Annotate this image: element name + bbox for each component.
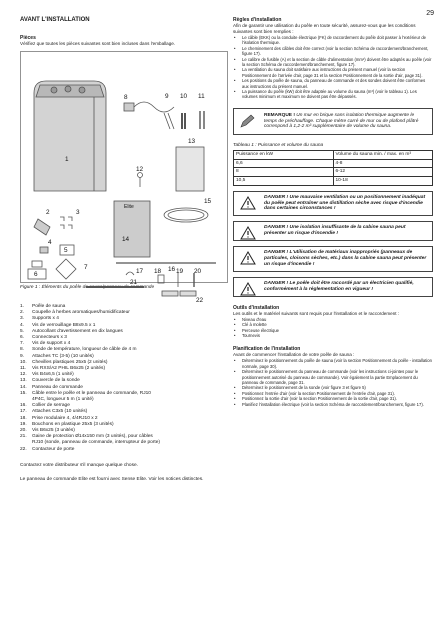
list-item: • Tournevis: [233, 333, 433, 338]
part-text: Contacteur de porte: [32, 446, 75, 452]
list-item: • Déterminez le positionnement du poêle de sauna (voir la section Positionnement du poêle - installation normale, page 30).: [233, 358, 433, 369]
part-number: 3.: [20, 316, 25, 322]
planning-intro: Avant de commencer l'installation de votre poêle de sauna :: [233, 352, 355, 358]
label-21: 21: [130, 279, 138, 286]
pencil-icon: [240, 114, 256, 128]
label-12: 12: [136, 166, 144, 173]
list-item: • Le cheminement des câbles doit être correct (voir la section Schéma de raccordement/branchement, figure 17).: [233, 46, 433, 57]
danger-text: DANGER ! L'utilisation de matériaux inappropriés (panneaux de particules, cloisons sèches, etc.) dans la cabine sauna peut présenter un risque d'incendie !: [264, 250, 427, 267]
danger-box: [233, 191, 433, 217]
part-text: Autocollant d'avertissement en dix langues: [32, 328, 123, 334]
label-19: 19: [176, 268, 184, 275]
label-9: 9: [165, 93, 169, 100]
label-15: 15: [204, 198, 212, 205]
part-text: Poêle de sauna: [32, 304, 66, 309]
table-header-volume: Volume du sauna min. / max. en m³: [333, 151, 433, 160]
part-number: 9.: [20, 353, 25, 359]
list-item: • Le calibre de fusible (A) et la section de câble d'alimentation (mm²) doivent être adaptés au poêle (voir la section Schéma de raccordement/branchement, figure 17).: [233, 57, 433, 68]
label-22: 22: [196, 297, 204, 304]
planning-list: [233, 358, 433, 407]
part-text: Supports x 4: [32, 316, 59, 322]
danger-list: [233, 191, 433, 297]
part-text: Gaine de protection Ø14x150 mm (3 unités), pour câbles: [32, 434, 153, 440]
part-number: 14.: [20, 384, 27, 390]
part-text: Collier de serrage: [32, 403, 70, 409]
section-title: AVANT L'INSTALLATION: [20, 17, 90, 23]
part-text: Chevilles plastiques 25x5 (2 unités): [32, 359, 108, 365]
table-cell: 6-12: [333, 168, 433, 177]
label-5: 5: [64, 247, 68, 254]
part-number: 10.: [20, 359, 27, 365]
part-number: 2.: [20, 310, 25, 316]
parts-heading: Pièces: [20, 35, 36, 41]
table-cell: 8: [234, 168, 334, 177]
list-item: • Les positions du poêle de sauna, du panneau de commande et des sondes doivent être conformes aux instructions du présent manuel.: [233, 78, 433, 89]
part-text: Attaches C3x5 (10 unités): [32, 409, 88, 415]
danger-text: DANGER ! Une mauvaise ventilation ou un positionnement inadéquat du poêle peut entraîner une distillation sèche avec risque d'incendie dans certaines circonstances !: [264, 194, 426, 212]
part-text: Vis RXS/A2 PHIL B6x25 (2 unités): [32, 366, 106, 372]
list-item: • La ventilation du sauna doit satisfaire aux instructions du présent manuel (voir la section Positionnement de l'arrivée d'air, page 31 et la section Positionnement de la sortie d'air, page 31).: [233, 67, 433, 78]
rules-intro: Afin de garantir une utilisation du poêle en toute sécurité, assurez-vous que les conditions suivantes sont bien remplies :: [233, 23, 416, 34]
part-text: 4P4C, longueur 5 m (1 unité): [32, 397, 94, 403]
remark-box: [233, 108, 433, 135]
list-item: • Le câble (EKK) ou la conduite électrique (FK) de raccordement du poêle doit passer à l'extérieur de l'isolation thermique.: [233, 35, 433, 46]
list-item: • Clé à molette: [233, 322, 433, 327]
danger-text: DANGER ! Une isolation insuffisante de la cabine sauna peut présenter un risque d'incendie !: [264, 225, 406, 237]
label-3: 3: [76, 209, 80, 216]
label-16: 16: [168, 266, 176, 273]
part-text: Bouchons en plastique 25x5 (3 unités): [32, 421, 114, 427]
part-text: Attaches TC (3-5) (10 unités): [32, 353, 94, 359]
table-row: [234, 168, 433, 177]
part-text: RJ10 (sonde, panneau de commande, interrupteur de porte): [32, 440, 160, 446]
part-number: 16.: [20, 403, 27, 409]
list-item: • Perceuse électrique: [233, 328, 433, 333]
part-number: 7.: [20, 341, 25, 347]
rules-list: [233, 35, 433, 100]
part-text: Prise modulaire 4, 4/4RJ10 x 2: [32, 415, 98, 421]
table-row: [234, 159, 433, 168]
warning-icon: [240, 282, 256, 296]
part-text: Panneau de commande: [32, 384, 83, 390]
list-item: • Positionnez la sortie d'air (voir la section Positionnement de la sortie d'air, page 31).: [233, 396, 433, 401]
table-cell: 10-18: [333, 177, 433, 186]
contact-note: Contactez votre distributeur s'il manque quelque chose.: [20, 462, 138, 468]
part-text: Vis B6x25 (3 unités): [32, 428, 75, 434]
part-number: 12.: [20, 372, 27, 378]
part-text: Connecteurs x 3: [32, 335, 67, 341]
label-2: 2: [46, 209, 50, 216]
remark-label: REMARQUE !: [264, 112, 295, 118]
table-cell: 6,6: [234, 159, 334, 168]
planning-heading: Planification de l'installation: [233, 346, 301, 353]
part-number: 21.: [20, 434, 27, 440]
part-number: 5.: [20, 328, 25, 334]
figure-caption: Figure 1 : Éléments du poêle de sauna/panneau de commande: [20, 285, 155, 290]
table-caption: Tableau 1 : Puissance et volume du sauna: [233, 143, 324, 149]
list-item: • Niveau d'eau: [233, 317, 433, 322]
label-18: 18: [154, 268, 162, 275]
rules-heading: Règles d'installation: [233, 17, 282, 23]
part-number: 4.: [20, 322, 25, 328]
part-number: 20.: [20, 428, 27, 434]
left-column: [20, 17, 228, 483]
table-cell: 10,5: [234, 177, 334, 186]
parts-list: [20, 304, 228, 453]
list-item: • Déterminez le positionnement du panneau de commande (voir les instructions ci-jointes pour le positionnement autorisé du panneau de commande). Voir également la partie Emplacement du panneau de commande, page 31.: [233, 369, 433, 385]
right-column: [233, 17, 433, 407]
list-item: [20, 447, 228, 453]
warning-icon: [240, 196, 256, 210]
part-number: 18.: [20, 415, 27, 421]
table-header-power: Puissance en kW: [234, 151, 334, 160]
danger-box: [233, 221, 433, 241]
part-number: 11.: [20, 366, 27, 372]
table-cell: 4-8: [333, 159, 433, 168]
label-10: 10: [180, 93, 188, 100]
label-1: 1: [65, 156, 69, 163]
list-item: • La puissance du poêle (kW) doit être adaptée au volume du sauna (m³) (voir le tableau 1). Les volumes minimum et maximum ne doivent pas être dépassés.: [233, 89, 433, 100]
elite-note: Le panneau de commande Elite est fourni avec Sense Elite. Voir les notices distinctes.: [20, 476, 204, 482]
label-14: 14: [122, 236, 130, 243]
warning-icon: [240, 226, 256, 240]
part-number: 17.: [20, 409, 27, 415]
part-number: 15.: [20, 390, 27, 396]
heater-illustration: [34, 81, 106, 191]
label-13: 13: [188, 138, 196, 145]
part-number: 6.: [20, 335, 25, 341]
part-number: 13.: [20, 378, 27, 384]
label-7: 7: [84, 264, 88, 271]
label-4: 4: [48, 239, 52, 246]
label-6: 6: [34, 271, 38, 278]
power-volume-table: [233, 150, 433, 185]
part-number: 1.: [20, 304, 25, 309]
tools-heading: Outils d'installation: [233, 304, 280, 311]
part-text: Coupelle à herbes aromatiques/humidificateur: [32, 310, 130, 316]
remark-text: Un mur en brique sans isolation thermique augmente le temps de préchauffage. Chaque mètre carré de mur ou de plafond plâtré correspond à 1,2-2 m³ supplémentaire de volume du sauna.: [264, 112, 419, 130]
list-item: • Déterminez le positionnement de la sonde (voir figure 3 et figure 5): [233, 385, 433, 390]
label-11: 11: [198, 93, 205, 100]
part-number: 19.: [20, 421, 27, 427]
part-number: 8.: [20, 347, 25, 353]
list-item: • Positionnez l'entrée d'air (voir la section Positionnement de l'entrée d'air, page 31).: [233, 391, 433, 396]
part-text: Vis de support x 4: [32, 341, 71, 347]
part-text: Vis de verrouillage B8x9.5 x 1: [32, 322, 96, 328]
part-number: 22.: [20, 446, 27, 452]
table-row: [234, 177, 433, 186]
part-text: Couvercle de la sonde: [32, 378, 80, 384]
label-17: 17: [136, 268, 144, 275]
list-item: • Planifiez l'installation électrique (voir la section Schéma de raccordement/branchement, figure 17).: [233, 402, 433, 407]
part-text: Sonde de température, longueur de câble de 4 m: [32, 347, 137, 353]
danger-box: [233, 246, 433, 272]
parts-intro: Vérifiez que toutes les pièces suivantes sont bien incluses dans l'emballage.: [20, 41, 176, 46]
label-8: 8: [124, 94, 128, 101]
table-header-row: [234, 151, 433, 160]
tools-intro: Les outils et le matériel suivants sont requis pour l'installation et le raccordement :: [233, 310, 400, 316]
warning-icon: [240, 251, 256, 265]
page-number: 29: [426, 10, 434, 17]
figure-brand-label: Elite: [124, 204, 134, 210]
part-text: Vis B4x6,5 (1 unité): [32, 372, 74, 378]
tools-list: [233, 317, 433, 339]
danger-text: DANGER ! Le poêle doit être raccordé par un électricien qualifié, conformément à la réglementation en vigueur !: [264, 280, 414, 292]
label-20: 20: [194, 268, 202, 275]
danger-box: [233, 277, 433, 297]
part-text: Câble entre le poêle et le panneau de commande, RJ10: [32, 390, 151, 396]
